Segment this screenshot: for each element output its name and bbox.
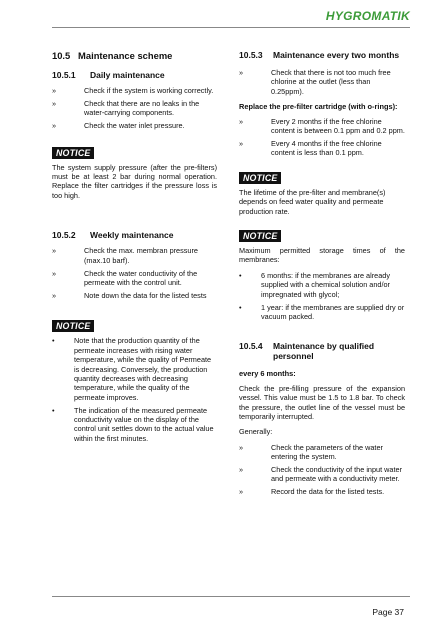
list-item	[52, 269, 217, 288]
bullet-marker: »	[239, 68, 244, 77]
left-column	[52, 50, 217, 449]
footer-rule	[52, 596, 410, 597]
notice-text: The lifetime of the pre-filter and membrane(s) depends on feed water quality and permeate production rate.	[239, 187, 386, 216]
qualified-heading-text: Maintenance by qualified personnel	[273, 341, 375, 362]
weekly-num: 10.5.2	[52, 230, 76, 241]
list-item	[52, 406, 217, 444]
bullet-marker: •	[239, 270, 242, 280]
list-item	[239, 68, 405, 96]
every2-heading-text: Maintenance every two months	[273, 50, 400, 60]
list-item-text: 6 months: if the membranes are already supplied with a chemical solution and/or impregnated with glycol;	[261, 270, 390, 299]
page-number: Page 37	[372, 607, 404, 617]
daily-heading-text: Daily maintenance	[90, 70, 165, 80]
notice-list	[52, 336, 217, 443]
list-item	[239, 139, 405, 158]
list-item-text: Check the parameters of the water entering the system.	[271, 442, 383, 462]
notice-badge: NOTICE	[52, 147, 94, 159]
bullet-marker: »	[52, 98, 57, 108]
bullet-marker: »	[52, 290, 57, 300]
list-item-text: Note down the data for the listed tests	[84, 290, 207, 300]
weekly-heading-text: Weekly maintenance	[90, 230, 174, 241]
prefilter-subheading: Replace the pre-filter cartridge (with o-rings):	[239, 102, 398, 112]
bullet-marker: •	[239, 302, 242, 312]
daily-num: 10.5.1	[52, 70, 76, 80]
every2-heading	[239, 50, 405, 60]
bullet-marker: »	[239, 487, 244, 497]
list-item	[239, 465, 405, 484]
qualified-num: 10.5.4	[239, 341, 263, 352]
daily-heading	[52, 70, 217, 80]
notice-badge: NOTICE	[239, 230, 281, 242]
list-item	[52, 336, 217, 402]
list-item-text: Check if the system is working correctly.	[84, 86, 214, 95]
list-item-text: Check the max. membran pressure (max.10 barf).	[84, 246, 198, 265]
list-item-text: Check that there are no leaks in the water-carrying components.	[84, 98, 200, 118]
list-item-text: Every 4 months if the free chlorine content is less than 0.1 ppm.	[271, 138, 382, 158]
interval-subheading: every 6 months:	[239, 369, 296, 379]
list-item-text: Note that the production quantity of the permeate increases with rising water temperature, while the quality of Permeate is decreasing. Conversely, the production quantity decreases with decreasing temperature, while the quality of the permeate improves.	[74, 336, 212, 402]
list-item-text: Every 2 months if the free chlorine content is between 0.1 ppm and 0.2 ppm.	[271, 116, 405, 136]
notice-text: Maximum permitted storage times of the membranes:	[239, 245, 405, 265]
list-item	[239, 303, 405, 322]
notice-badge: NOTICE	[52, 320, 94, 332]
bullet-marker: •	[52, 336, 55, 346]
right-column	[239, 50, 405, 503]
list-item-text: Check the water conductivity of the permeate with the control unit.	[84, 268, 198, 287]
list-item-text: The indication of the measured permeate conductivity value on the display of the control unit settles down to the actual value within the first minutes.	[74, 405, 214, 443]
bullet-marker: »	[239, 442, 244, 452]
list-item-text: Check the conductivity of the input water and permeate with a conductivity meter.	[271, 465, 403, 484]
bullet-marker: »	[52, 246, 57, 256]
list-item-text: Check the water inlet pressure.	[84, 121, 185, 131]
general-list	[239, 443, 405, 497]
bullet-marker: »	[239, 116, 244, 126]
notice-text: The system supply pressure (after the pre-filters) must be at least 2 bar during normal operation. Replace the filter cartridges if the pressure loss is too high.	[52, 162, 217, 200]
bullet-marker: »	[52, 121, 57, 131]
storage-list	[239, 271, 405, 322]
expansion-vessel-text: Check the pre-filling pressure of the expansion vessel. This value must be 1.5 to 1.8 bar. To check the pressure, the outlet line of the vessel must be temporarily interrupted.	[239, 383, 405, 421]
section-title: 10.5 Maintenance scheme	[52, 50, 173, 61]
list-item	[52, 99, 217, 118]
notice-badge: NOTICE	[239, 172, 281, 184]
bullet-marker: »	[52, 268, 57, 278]
every2-list	[239, 68, 405, 96]
bullet-marker: »	[52, 86, 57, 95]
prefilter-list	[239, 117, 405, 158]
list-item-text: Record the data for the listed tests.	[271, 487, 385, 497]
every2-num: 10.5.3	[239, 50, 263, 60]
list-item	[52, 86, 217, 95]
generally-label: Generally:	[239, 427, 273, 437]
list-item	[239, 443, 405, 462]
list-item-text: Check that there is not too much free chlorine at the outlet (less than 0.25ppm).	[271, 68, 391, 96]
bullet-marker: •	[52, 405, 55, 415]
list-item	[52, 291, 217, 300]
list-item	[52, 246, 217, 265]
list-item	[239, 271, 405, 299]
bullet-marker: »	[239, 465, 244, 475]
weekly-list	[52, 246, 217, 300]
list-item	[239, 487, 405, 496]
list-item	[239, 117, 405, 136]
list-item-text: 1 year: if the membranes are supplied dry or vacuum packed.	[261, 302, 405, 321]
weekly-heading	[52, 230, 217, 240]
qualified-heading	[239, 341, 405, 361]
header-rule	[52, 27, 410, 28]
daily-list	[52, 86, 217, 131]
brand-logo: HYGROMATIK	[325, 9, 410, 23]
list-item	[52, 121, 217, 130]
bullet-marker: »	[239, 138, 244, 148]
